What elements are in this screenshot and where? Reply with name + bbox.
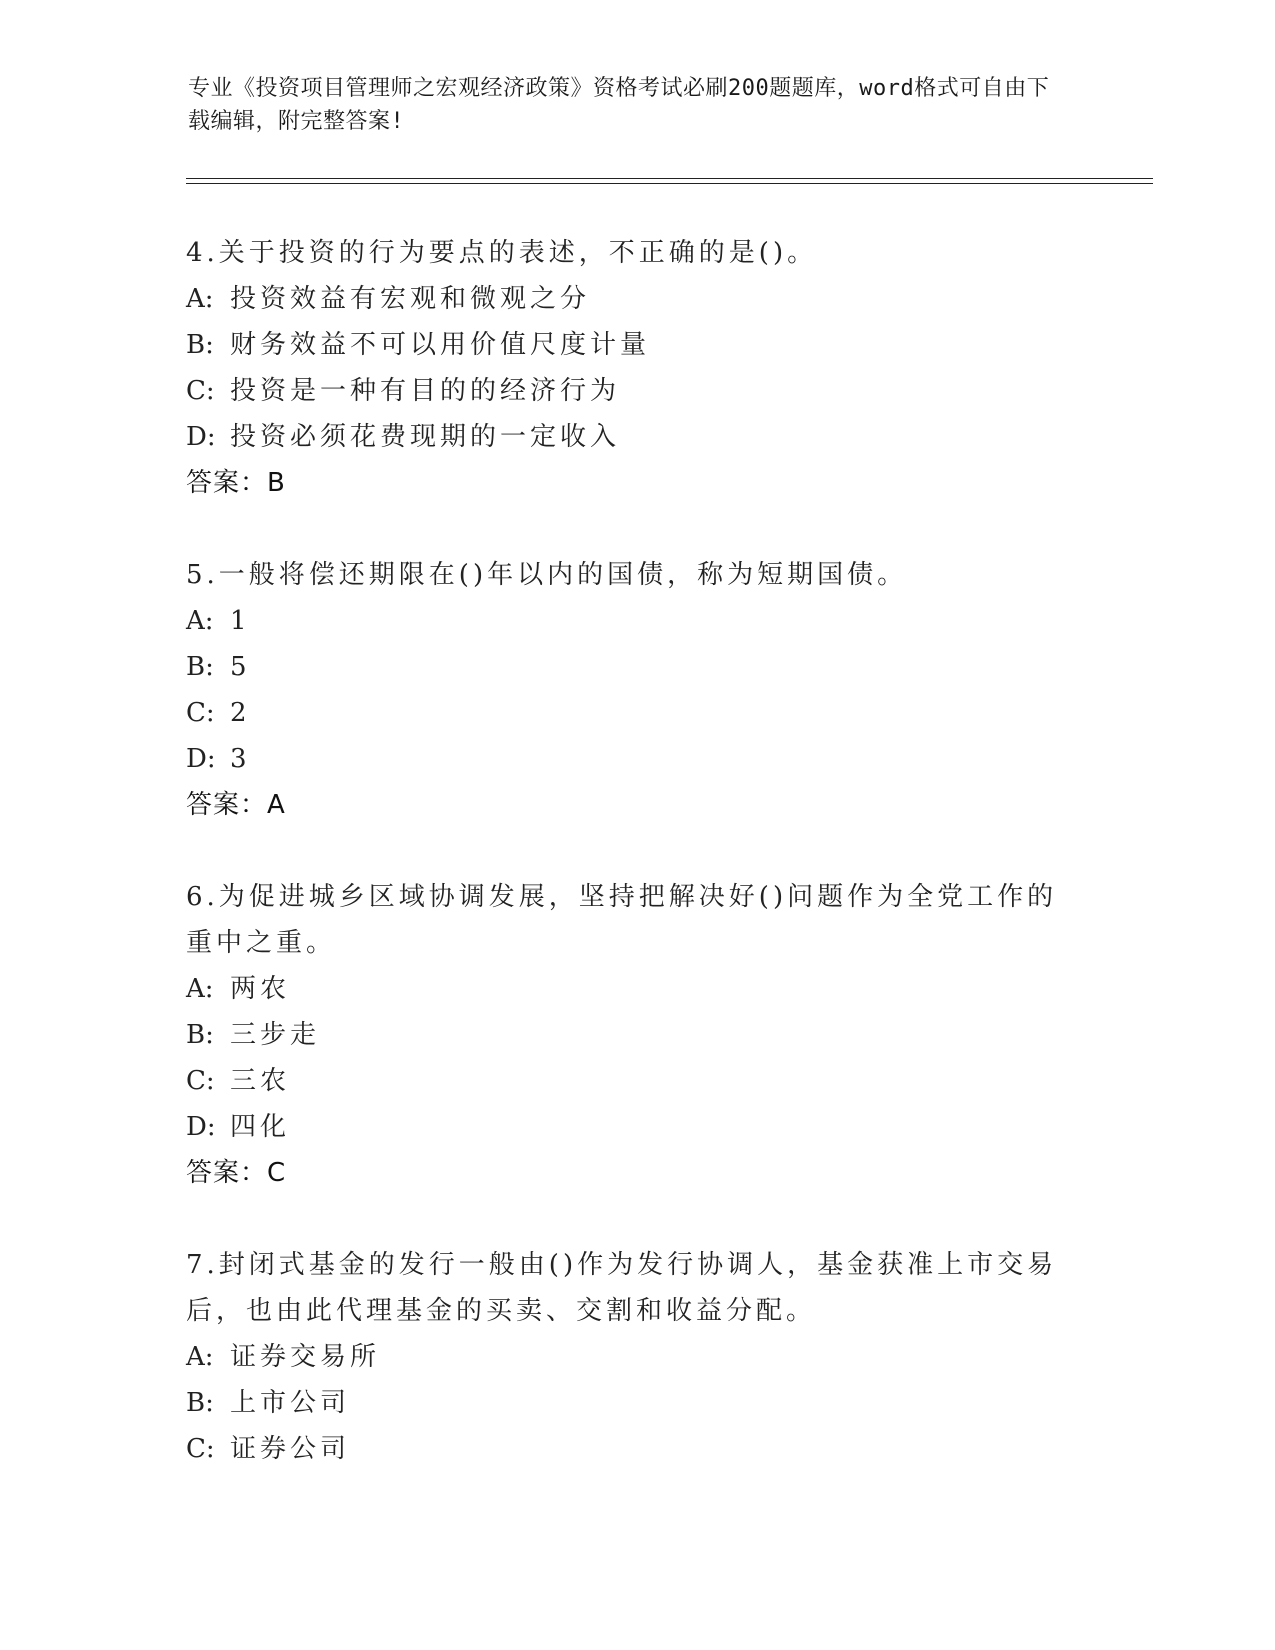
option-key: C: bbox=[186, 1434, 215, 1464]
question-stem: 7.封闭式基金的发行一般由()作为发行协调人，基金获准上市交易后，也由此代理基金的买卖、交割和收益分配。 bbox=[186, 1250, 1058, 1326]
option-b bbox=[186, 1012, 1066, 1058]
option-c bbox=[186, 1426, 1066, 1472]
option-text: 投资效益有宏观和微观之分 bbox=[230, 284, 591, 314]
question-list bbox=[186, 230, 1066, 1518]
option-text: 上市公司 bbox=[230, 1388, 351, 1418]
option-text: 1 bbox=[230, 606, 251, 636]
option-text: 投资是一种有目的的经济行为 bbox=[230, 376, 621, 406]
option-key: A: bbox=[186, 1342, 214, 1372]
option-text: 5 bbox=[230, 652, 251, 682]
option-d bbox=[186, 736, 1066, 782]
option-text: 三步走 bbox=[230, 1020, 321, 1050]
option-key: C: bbox=[186, 698, 215, 728]
question-5 bbox=[186, 552, 1066, 828]
option-text: 证券交易所 bbox=[230, 1342, 381, 1372]
question-stem: 4.关于投资的行为要点的表述，不正确的是()。 bbox=[186, 238, 818, 268]
document-header: 专业《投资项目管理师之宏观经济政策》资格考试必刷200题题库，word格式可自由下载编辑，附完整答案! bbox=[188, 76, 1050, 134]
option-text: 四化 bbox=[230, 1112, 291, 1142]
answer-label: 答案：B bbox=[186, 468, 286, 498]
option-text: 2 bbox=[230, 698, 251, 728]
option-key: A: bbox=[186, 974, 214, 1004]
option-key: B: bbox=[186, 652, 214, 682]
option-text: 三农 bbox=[230, 1066, 291, 1096]
header-divider-top bbox=[186, 178, 1153, 179]
question-6 bbox=[186, 874, 1066, 1196]
option-a bbox=[186, 598, 1066, 644]
option-a bbox=[186, 1334, 1066, 1380]
option-text: 投资必须花费现期的一定收入 bbox=[230, 422, 621, 452]
question-stem: 5.一般将偿还期限在()年以内的国债，称为短期国债。 bbox=[186, 560, 908, 590]
question-4 bbox=[186, 230, 1066, 506]
option-d bbox=[186, 414, 1066, 460]
option-key: B: bbox=[186, 1388, 214, 1418]
header-divider-bottom bbox=[186, 183, 1153, 184]
option-text: 两农 bbox=[230, 974, 291, 1004]
option-c bbox=[186, 690, 1066, 736]
option-a bbox=[186, 966, 1066, 1012]
option-text: 财务效益不可以用价值尺度计量 bbox=[230, 330, 651, 360]
option-b bbox=[186, 1380, 1066, 1426]
option-text: 证券公司 bbox=[230, 1434, 351, 1464]
option-key: B: bbox=[186, 330, 214, 360]
option-key: A: bbox=[186, 284, 214, 314]
option-key: A: bbox=[186, 606, 214, 636]
answer-label: 答案：C bbox=[186, 1158, 287, 1188]
option-b bbox=[186, 644, 1066, 690]
option-d bbox=[186, 1104, 1066, 1150]
answer-label: 答案：A bbox=[186, 790, 286, 820]
option-c bbox=[186, 368, 1066, 414]
option-b bbox=[186, 322, 1066, 368]
option-key: D: bbox=[186, 744, 216, 774]
option-key: D: bbox=[186, 422, 216, 452]
question-7 bbox=[186, 1242, 1066, 1472]
option-key: D: bbox=[186, 1112, 216, 1142]
option-key: C: bbox=[186, 1066, 215, 1096]
option-c bbox=[186, 1058, 1066, 1104]
option-key: B: bbox=[186, 1020, 214, 1050]
question-stem: 6.为促进城乡区域协调发展，坚持把解决好()问题作为全党工作的重中之重。 bbox=[186, 882, 1058, 958]
option-key: C: bbox=[186, 376, 215, 406]
option-a bbox=[186, 276, 1066, 322]
option-text: 3 bbox=[230, 744, 251, 774]
